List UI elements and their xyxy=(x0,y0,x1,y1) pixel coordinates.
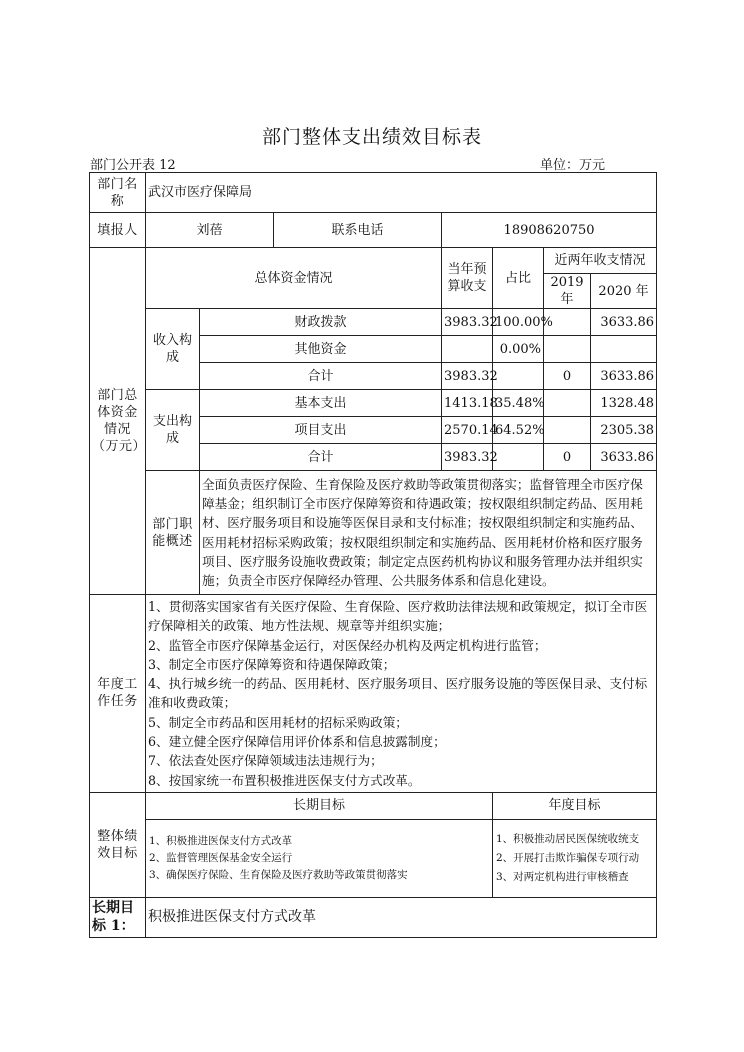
dept-name-value: 武汉市医疗保障局 xyxy=(146,173,657,213)
phone-label: 联系电话 xyxy=(274,213,442,248)
list-item: 7、依法查处医疗保障领域违法违规行为； xyxy=(148,753,383,769)
long-goal-1-label: 长期目标 1： xyxy=(90,897,146,937)
list-item: 3、制定全市医疗保障筹资和待遇保障政策； xyxy=(148,656,396,672)
duties-text: 全面负责医疗保险、生育保险及医疗救助等政策贯彻落实；监督管理全市医疗保障基金；组织制订全市医疗保障筹资和待遇政策；按权限组织制定药品、医用耗材、医疗服务项目和设施等医保目录和支付标准；按权限组织制定和实施药品、医用耗材招标采购政策；按权限组织制定和实施药品、医用耗材价格和医疗服务项目、医疗服务设施收费政策；制定定点医药机构协议和服务管理办法并组织实施；负责全市医疗保障经办管理、公共服务体系和信息化建设。 xyxy=(200,471,657,595)
row-ratio xyxy=(493,363,544,390)
row-name: 其他资金 xyxy=(200,336,442,363)
page-title: 部门整体支出绩效目标表 xyxy=(261,126,482,148)
row-2020: 3633.86 xyxy=(591,363,657,390)
funds-overall-header: 总体资金情况 xyxy=(146,248,442,309)
row-budget: 3983.32 xyxy=(442,309,493,336)
row-ratio: 100.00% xyxy=(493,309,544,336)
row-name: 财政拨款 xyxy=(200,309,442,336)
list-item: 3、对两定机构进行审核稽查 xyxy=(496,870,629,883)
goals-label: 整体绩效目标 xyxy=(90,792,146,897)
list-item: 6、建立健全医疗保障信用评价体系和信息披露制度； xyxy=(148,734,446,750)
list-item: 1、积极推进医保支付方式改革 xyxy=(149,834,293,847)
year-2020-header: 2020 年 xyxy=(591,274,657,309)
row-budget xyxy=(442,336,493,363)
row-ratio: 64.52% xyxy=(493,417,544,444)
long-goals-header: 长期目标 xyxy=(146,792,493,819)
row-name: 项目支出 xyxy=(200,417,442,444)
row-2020: 1328.48 xyxy=(591,390,657,417)
list-item: 1、积极推动居民医保统收统支 xyxy=(496,832,640,845)
row-budget: 2570.14 xyxy=(442,417,493,444)
list-item: 4、执行城乡统一的药品、医用耗材、医疗服务项目、医疗服务设施的等医保目录、支付标准和收费政策； xyxy=(148,676,648,711)
row-2020: 3633.86 xyxy=(591,309,657,336)
list-item: 2、监管全市医疗保障基金运行，对医保经办机构及两定机构进行监管； xyxy=(148,637,547,653)
row-2019: 0 xyxy=(544,363,591,390)
row-2019 xyxy=(544,390,591,417)
row-budget: 3983.32 xyxy=(442,444,493,471)
list-item: 2、开展打击欺诈骗保专项行动 xyxy=(496,851,640,864)
year-2019-header: 2019 年 xyxy=(544,274,591,309)
funds-recent-header: 近两年收支情况 xyxy=(544,248,657,274)
row-budget: 3983.32 xyxy=(442,363,493,390)
filler-label: 填报人 xyxy=(90,213,146,248)
row-name: 合计 xyxy=(200,444,442,471)
row-2020: 2305.38 xyxy=(591,417,657,444)
annual-goals-header: 年度目标 xyxy=(493,792,657,819)
performance-table xyxy=(89,172,657,938)
table-row xyxy=(90,390,657,417)
funds-ratio-header: 占比 xyxy=(493,248,544,309)
filler-value: 刘蓓 xyxy=(146,213,274,248)
long-goal-1-value: 积极推进医保支付方式改革 xyxy=(146,897,657,937)
dept-name-label: 部门名称 xyxy=(90,173,146,213)
funds-budget-header: 当年预算收支 xyxy=(442,248,493,309)
income-label: 收入构成 xyxy=(146,309,200,390)
duties-label: 部门职能概述 xyxy=(146,471,200,595)
list-item: 8、按国家统一布置积极推进医保支付方式改革。 xyxy=(148,772,421,788)
row-ratio: 0.00% xyxy=(493,336,544,363)
list-item: 3、确保医疗保险、生育保险及医疗救助等政策贯彻落实 xyxy=(149,868,408,881)
funds-section-label: 部门总体资金情况（万元） xyxy=(90,248,146,595)
list-item: 1、贯彻落实国家省有关医疗保险、生育保险、医疗救助法律法规和政策规定，拟订全市医疗保障相关的政策、地方性法规、规章等并组织实施； xyxy=(148,599,648,634)
list-item: 2、监督管理医保基金安全运行 xyxy=(149,851,293,864)
tasks-label: 年度工作任务 xyxy=(90,595,146,793)
unit-label: 单位：万元 xyxy=(540,158,606,173)
row-name: 基本支出 xyxy=(200,390,442,417)
table-row xyxy=(90,309,657,336)
phone-value: 18908620750 xyxy=(442,213,657,248)
tasks-list xyxy=(146,595,657,793)
row-2019: 0 xyxy=(544,444,591,471)
row-2020 xyxy=(591,336,657,363)
row-budget: 1413.18 xyxy=(442,390,493,417)
annual-goals-list xyxy=(493,819,657,897)
long-goals-list xyxy=(146,819,493,897)
row-name: 合计 xyxy=(200,363,442,390)
row-ratio xyxy=(493,444,544,471)
expense-label: 支出构成 xyxy=(146,390,200,471)
list-item: 5、制定全市药品和医用耗材的招标采购政策； xyxy=(148,714,408,730)
form-number: 部门公开表 12 xyxy=(90,158,176,173)
row-2020: 3633.86 xyxy=(591,444,657,471)
row-2019 xyxy=(544,336,591,363)
row-2019 xyxy=(544,417,591,444)
row-ratio: 35.48% xyxy=(493,390,544,417)
